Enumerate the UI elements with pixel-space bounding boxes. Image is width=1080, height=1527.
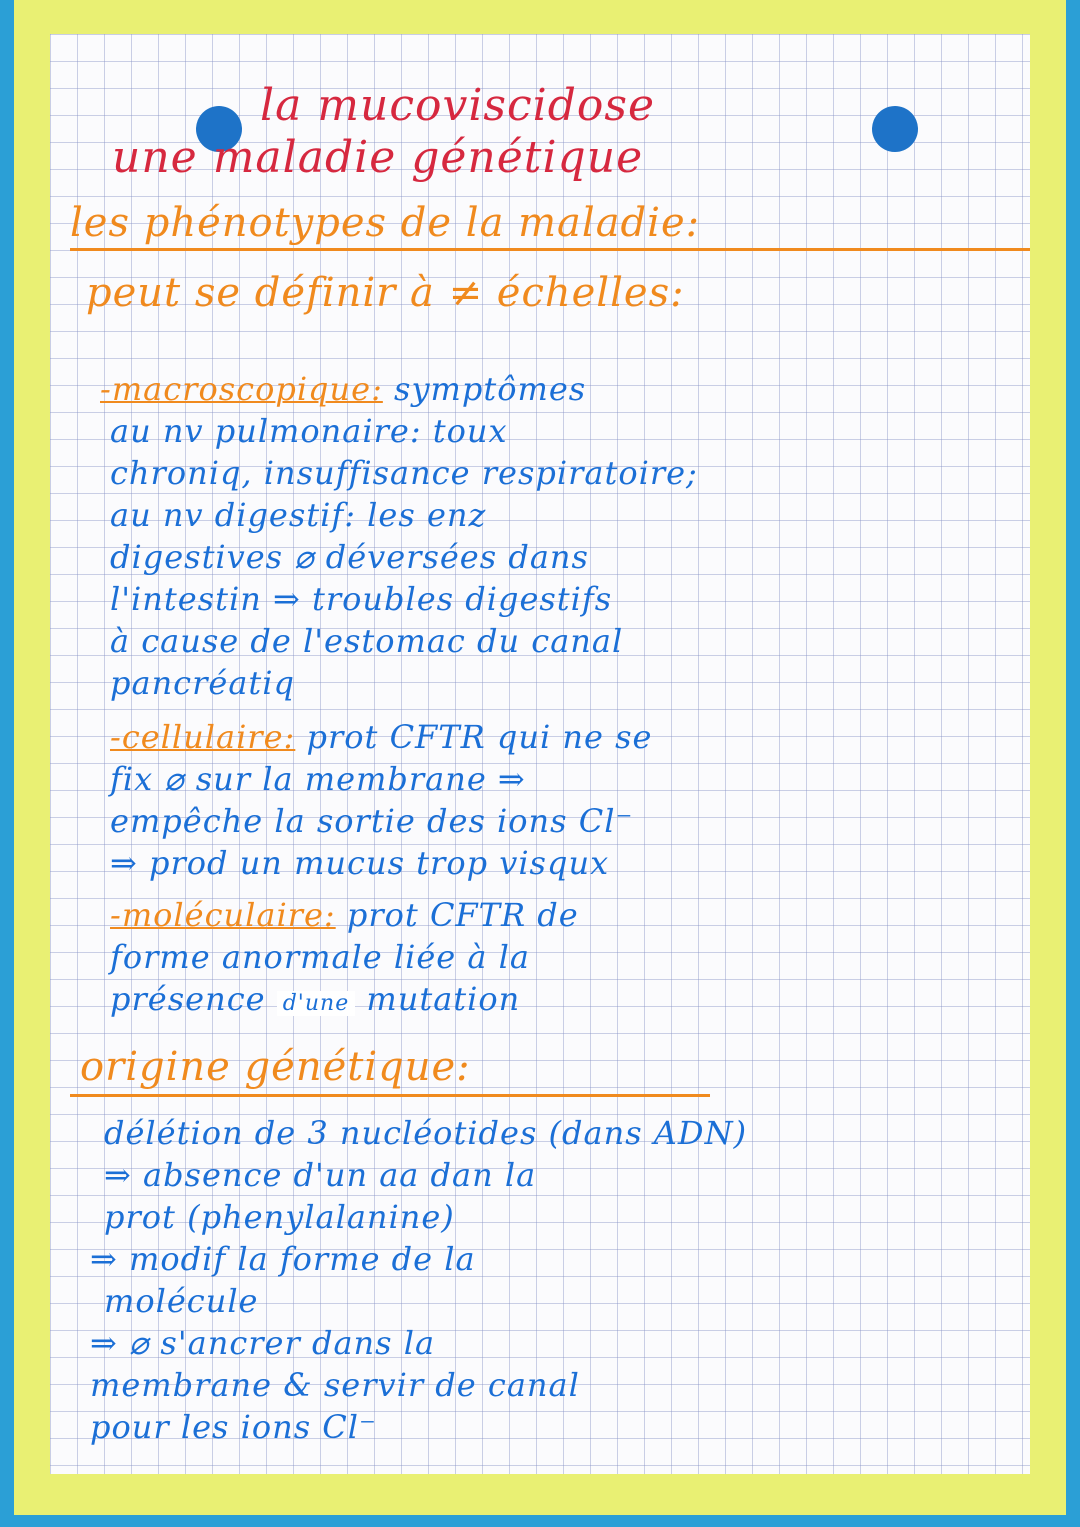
moleculaire-label: -moléculaire:	[110, 896, 336, 934]
orig-line-0: délétion de 3 nucléotides (dans ADN)	[104, 1114, 748, 1152]
section1-underline	[70, 248, 1030, 251]
macro-line-6: à cause de l'estomac du canal	[110, 622, 624, 660]
orig-line-3: ⇒ modif la forme de la	[90, 1240, 476, 1278]
section2-underline	[70, 1094, 710, 1097]
macroscopique-label: -macroscopique:	[100, 370, 383, 408]
section1-heading: les phénotypes de la maladie:	[70, 200, 701, 246]
macro-line-7: pancréatiq	[110, 664, 295, 702]
mol-line-0: prot CFTR de	[346, 896, 579, 934]
orig-line-6: membrane & servir de canal	[90, 1366, 580, 1404]
orig-line-4: molécule	[104, 1282, 259, 1320]
cell-line-2: empêche la sortie des ions Cl⁻	[110, 802, 634, 840]
highlight-dune: d'une	[277, 991, 356, 1016]
macro-line-4: digestives ⌀ déversées dans	[110, 538, 589, 576]
section1-subheading: peut se définir à ≠ échelles:	[86, 270, 685, 316]
macro-line-3: au nv digestif: les enz	[110, 496, 487, 534]
cell-line-1: fix ⌀ sur la membrane ⇒	[110, 760, 526, 798]
notebook-page	[14, 0, 1066, 1515]
section2-heading: origine génétique:	[80, 1044, 471, 1090]
mol-line-1: forme anormale liée à la	[110, 938, 530, 976]
macro-line-2: chroniq, insuffisance respiratoire;	[110, 454, 698, 492]
grid-paper	[50, 34, 1030, 1474]
orig-line-7: pour les ions Cl⁻	[90, 1408, 377, 1446]
macro-line-0: symptômes	[394, 370, 587, 408]
mol-line-2: présence	[110, 980, 266, 1018]
orig-line-1: ⇒ absence d'un aa dan la	[104, 1156, 537, 1194]
title-line-1: la mucoviscidose	[260, 80, 655, 131]
orig-line-2: prot (phenylalanine)	[104, 1198, 455, 1236]
macro-line-5: l'intestin ⇒ troubles digestifs	[110, 580, 613, 618]
mol-line-4: mutation	[366, 980, 521, 1018]
cellulaire-label: -cellulaire:	[110, 718, 296, 756]
macro-line-1: au nv pulmonaire: toux	[110, 412, 508, 450]
cell-line-3: ⇒ prod un mucus trop visqux	[110, 844, 610, 882]
title-line-2: une maladie génétique	[112, 132, 644, 183]
cell-line-0: prot CFTR qui ne se	[306, 718, 653, 756]
binder-hole-right	[872, 106, 918, 152]
orig-line-5: ⇒ ⌀ s'ancrer dans la	[90, 1324, 436, 1362]
